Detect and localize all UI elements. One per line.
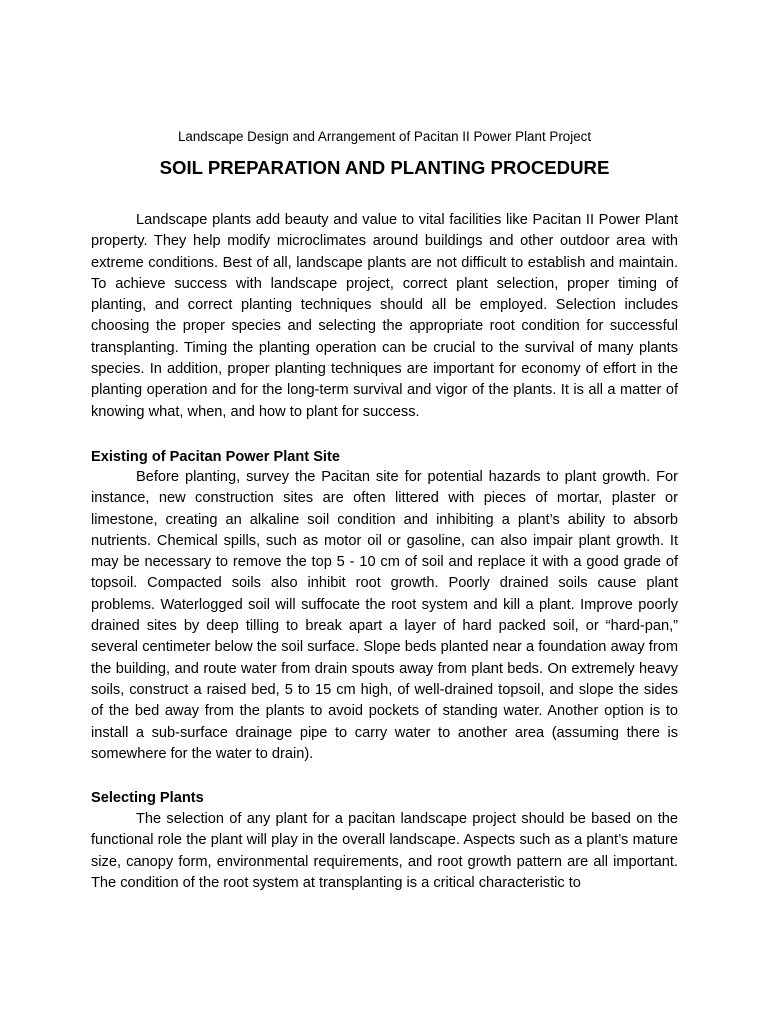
- section-heading-selecting-plants: Selecting Plants: [91, 790, 204, 806]
- intro-paragraph: Landscape plants add beauty and value to vital facilities like Pacitan II Power Plant property. They help modify microclimates around buildings and other outdoor area with extreme conditions. Best of all, landscape plants are not difficult to establish and maintain. To achieve success with landscape project, correct plant selection, proper timing of planting, and correct planting techniques should all be employed. Selection includes choosing the proper species and selecting the appropriate root condition for successful transplanting. Timing the planting operation can be crucial to the survival of many plants species. In addition, proper planting techniques are important for economy of effort in the planting operation and for the long-term survival and vigor of the plants. It is all a matter of knowing what, when, and how to plant for success.: [91, 212, 678, 420]
- document-title: SOIL PREPARATION AND PLANTING PROCEDURE: [159, 157, 610, 178]
- section-body-existing-site: Before planting, survey the Pacitan site for potential hazards to plant growth. For instance, new construction sites are often littered with pieces of mortar, plaster or limestone, creating an alkaline soil condition and inhibiting a plant’s ability to absorb nutrients. Chemical spills, such as motor oil or gasoline, can also impair plant growth. It may be necessary to remove the top 5 - 10 cm of soil and replace it with a good grade of topsoil. Compacted soils also inhibit root growth. Poorly drained soils cause plant problems. Waterlogged soil will suffocate the root system and kill a plant. Improve poorly drained sites by deep tilling to break apart a layer of hard packed soil, or “hard-pan,” several centimeter below the soil surface. Slope beds planted near a foundation away from the building, and route water from drain spouts away from plant beds. On extremely heavy soils, construct a raised bed, 5 to 15 cm high, of well-drained topsoil, and slope the sides of the bed away from the plants to avoid pockets of standing water. Another option is to install a sub-surface drainage pipe to carry water to another area (assuming there is somewhere for the water to drain).: [91, 469, 678, 762]
- section-heading-existing-site: Existing of Pacitan Power Plant Site: [91, 449, 340, 465]
- document-subtitle: Landscape Design and Arrangement of Pacitan II Power Plant Project: [177, 129, 592, 144]
- section-body-selecting-plants: The selection of any plant for a pacitan landscape project should be based on the functional role the plant will play in the overall landscape. Aspects such as a plant’s mature size, canopy form, environmental requirements, and root growth pattern are all important. The condition of the root system at transplanting is a critical characteristic to: [91, 811, 678, 891]
